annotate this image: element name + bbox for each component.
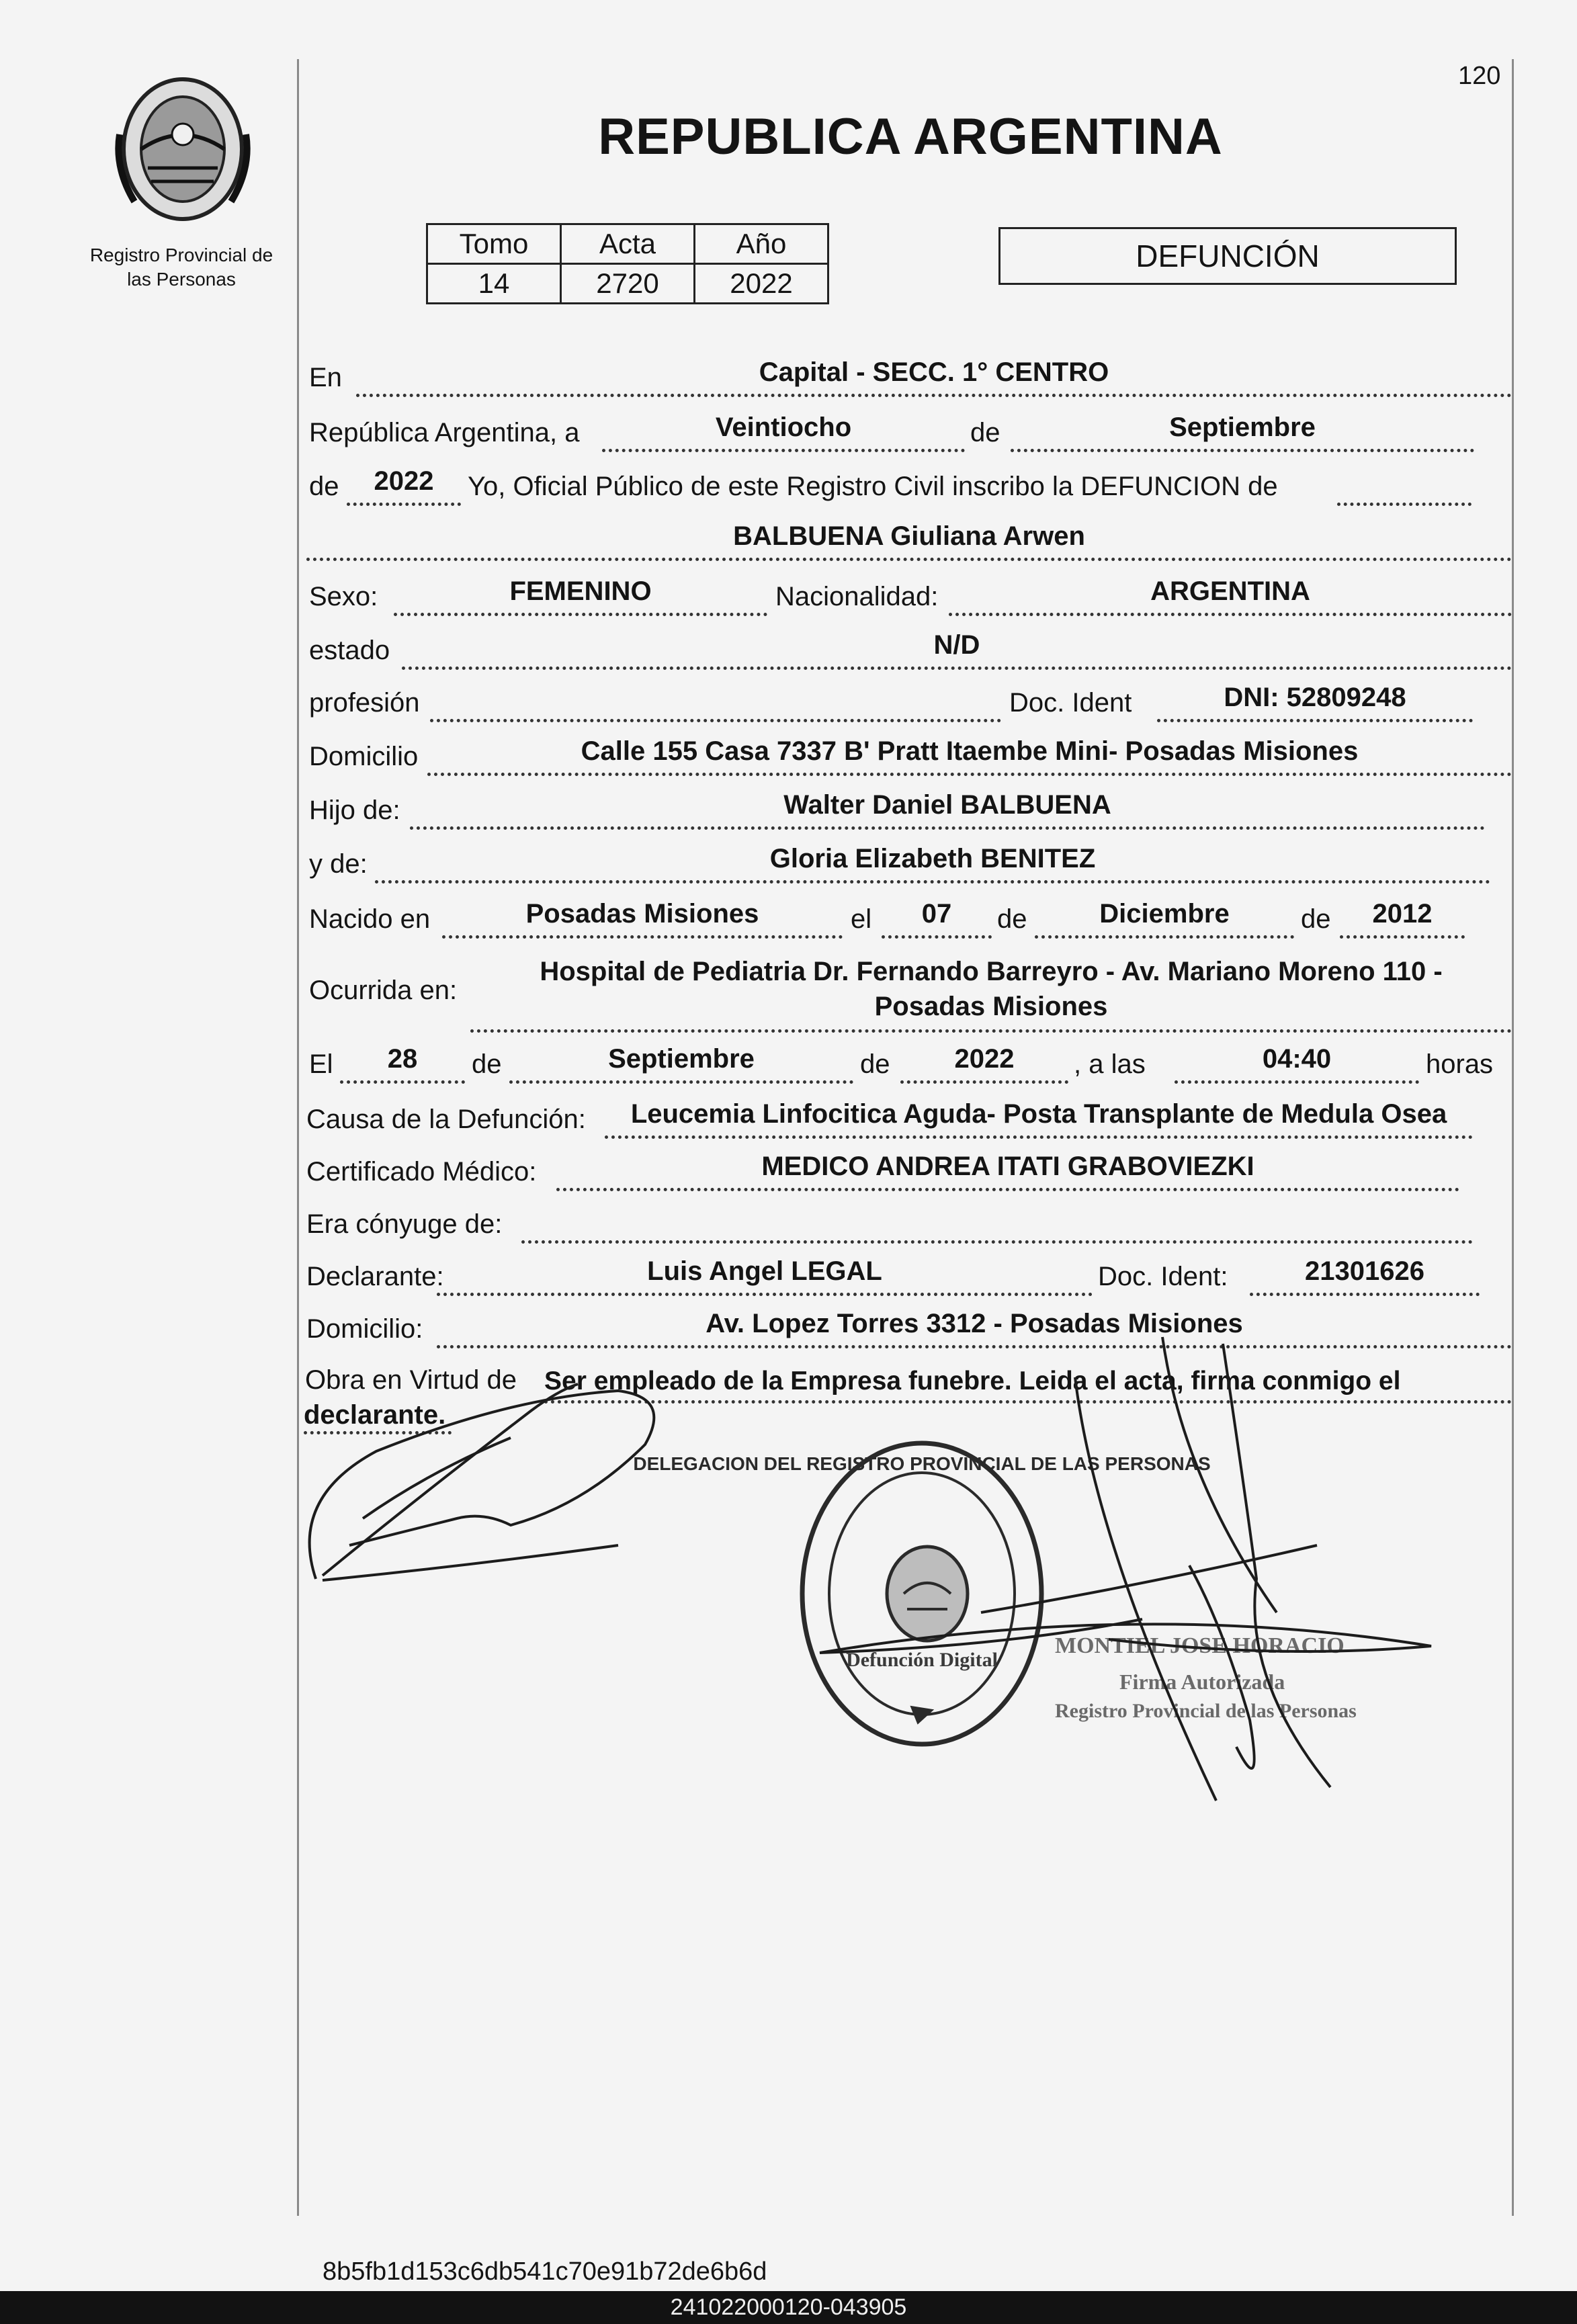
domicilio-declarante-dotted-line — [437, 1345, 1512, 1348]
fecha-day-value: Veintiocho — [715, 413, 852, 442]
fecha-de2-label: de — [309, 472, 339, 501]
signer-role-text: Firma Autorizada — [1119, 1670, 1285, 1694]
profesion-dotted-line — [430, 719, 1001, 722]
fecha-year-dotted-line — [347, 503, 461, 506]
left-margin-line — [297, 59, 299, 2216]
estado-value: N/D — [933, 630, 980, 660]
signer-name-text: MONTIEL JOSE HORACIO — [1055, 1633, 1345, 1658]
fecha-de-label: de — [970, 418, 1000, 447]
domicilio-declarante-label: Domicilio: — [306, 1314, 423, 1344]
fecha-prefix-label: República Argentina, a — [309, 418, 580, 447]
certificado-dotted-line — [556, 1188, 1459, 1191]
certificado-value: MEDICO ANDREA ITATI GRABOVIEZKI — [761, 1152, 1254, 1181]
ocurrida-label: Ocurrida en: — [309, 976, 458, 1005]
register-table-header-row — [427, 224, 828, 264]
en-value: Capital - SECC. 1° CENTRO — [759, 357, 1109, 387]
fallecimiento-year-dotted-line — [900, 1080, 1068, 1084]
fallecimiento-day-value: 28 — [387, 1044, 418, 1074]
y-de-dotted-line — [375, 880, 1490, 884]
misiones-coat-of-arms-icon — [118, 79, 247, 219]
signer-org-text: Registro Provincial de las Personas — [1055, 1700, 1357, 1722]
causa-value: Leucemia Linfocitica Aguda- Posta Transplante de Medula Osea — [630, 1099, 1447, 1129]
fallecimiento-de-label: de — [472, 1049, 502, 1079]
deceased-name-value: BALBUENA Giuliana Arwen — [733, 521, 1085, 551]
nacionalidad-dotted-line — [949, 613, 1512, 616]
fallecimiento-month-value: Septiembre — [608, 1044, 755, 1074]
nacido-year-dotted-line — [1340, 935, 1465, 939]
hijo-de-value: Walter Daniel BALBUENA — [783, 790, 1111, 820]
sexo-label: Sexo: — [309, 582, 378, 611]
fallecimiento-horas-label: horas — [1426, 1049, 1494, 1079]
certificado-label: Certificado Médico: — [306, 1157, 537, 1187]
organization-line-2: las Personas — [127, 269, 236, 290]
nacido-label: Nacido en — [309, 904, 431, 934]
nacido-day-value: 07 — [921, 899, 952, 929]
nacionalidad-value: ARGENTINA — [1150, 576, 1310, 606]
page-number: 120 — [1458, 62, 1501, 90]
organization-name — [67, 243, 296, 292]
domicilio-value: Calle 155 Casa 7337 B' Pratt Itaembe Mini- Posadas Misiones — [581, 736, 1359, 766]
obra-dotted-line — [544, 1400, 1512, 1404]
estado-dotted-line — [402, 666, 1512, 670]
nacido-place-value: Posadas Misiones — [525, 899, 759, 929]
fecha-year-value: 2022 — [374, 466, 434, 496]
obra-value: Ser empleado de la Empresa funebre. Leida el acta, firma conmigo el — [544, 1367, 1401, 1395]
estado-label: estado — [309, 636, 390, 665]
fallecimiento-year-value: 2022 — [954, 1044, 1015, 1074]
nacido-de-label: de — [997, 904, 1027, 934]
doc-ident-label: Doc. Ident — [1009, 688, 1132, 718]
hijo-de-label: Hijo de: — [309, 795, 400, 825]
fecha-month-dotted-line — [1011, 449, 1474, 452]
causa-dotted-line — [605, 1135, 1473, 1139]
organization-line-1: Registro Provincial de — [89, 245, 273, 265]
acta-value: 2720 — [561, 264, 695, 304]
fallecimiento-time-dotted-line — [1175, 1080, 1419, 1084]
official-signature-icon — [820, 1337, 1431, 1801]
nacido-de2-label: de — [1301, 904, 1331, 934]
sexo-value: FEMENINO — [509, 576, 652, 606]
ocurrida-line2-value: Posadas Misiones — [874, 992, 1108, 1021]
fallecimiento-day-dotted-line — [340, 1080, 465, 1084]
nacionalidad-label: Nacionalidad: — [775, 582, 939, 611]
statement-dotted-line — [1337, 503, 1472, 506]
declarante-doc-dotted-line — [1250, 1293, 1480, 1296]
causa-label: Causa de la Defunción: — [306, 1105, 586, 1134]
nacido-place-dotted-line — [442, 935, 843, 939]
declarante-dotted-line — [437, 1293, 1093, 1296]
stamp-inner-text: Defunción Digital — [846, 1649, 998, 1671]
record-type-box: DEFUNCIÓN — [998, 227, 1457, 285]
tomo-header: Tomo — [427, 224, 561, 264]
document-hash: 8b5fb1d153c6db541c70e91b72de6b6d — [323, 2257, 767, 2286]
nacido-month-dotted-line — [1035, 935, 1294, 939]
fallecimiento-time-value: 04:40 — [1262, 1044, 1332, 1074]
stamp-ring-text: DELEGACION DEL REGISTRO PROVINCIAL DE LAS PERSONAS — [633, 1453, 1211, 1474]
declarante-label: Declarante: — [306, 1262, 444, 1291]
en-dotted-line — [356, 394, 1512, 397]
obra-label: Obra en Virtud de — [305, 1365, 517, 1395]
deceased-name-dotted-line — [306, 558, 1512, 561]
hijo-de-dotted-line — [410, 826, 1485, 830]
nacido-month-value: Diciembre — [1099, 899, 1230, 929]
statement-text: Yo, Oficial Público de este Registro Civil inscribo la DEFUNCION de — [468, 472, 1278, 501]
fallecimiento-month-dotted-line — [509, 1080, 853, 1084]
domicilio-dotted-line — [427, 773, 1512, 776]
fecha-day-dotted-line — [602, 449, 965, 452]
fecha-month-value: Septiembre — [1169, 413, 1316, 442]
doc-ident-value: DNI: 52809248 — [1224, 683, 1406, 712]
obra-value-line2: declarante. — [304, 1400, 446, 1430]
register-table-value-row — [427, 264, 828, 304]
conyuge-dotted-line — [521, 1240, 1473, 1244]
nacido-day-dotted-line — [882, 935, 992, 939]
y-de-value: Gloria Elizabeth BENITEZ — [769, 844, 1096, 873]
fallecimiento-a-las-label: , a las — [1074, 1049, 1146, 1079]
fallecimiento-el-label: El — [309, 1049, 333, 1079]
nacido-year-value: 2012 — [1372, 899, 1433, 929]
fallecimiento-de2-label: de — [860, 1049, 890, 1079]
right-margin-line — [1512, 59, 1514, 2216]
anio-header: Año — [695, 224, 828, 264]
ocurrida-line1-value: Hospital de Pediatria Dr. Fernando Barreyro - Av. Mariano Moreno 110 - — [540, 957, 1443, 986]
ocurrida-dotted-line — [470, 1029, 1512, 1033]
profesion-label: profesión — [309, 688, 420, 718]
declarante-value: Luis Angel LEGAL — [647, 1256, 882, 1286]
domicilio-declarante-value: Av. Lopez Torres 3312 - Posadas Misiones — [706, 1309, 1243, 1338]
obra-dotted-line-2 — [304, 1431, 452, 1434]
y-de-label: y de: — [309, 849, 368, 879]
en-label: En — [309, 363, 342, 392]
nacido-el-label: el — [851, 904, 872, 934]
sexo-dotted-line — [394, 613, 767, 616]
domicilio-label: Domicilio — [309, 742, 419, 771]
footer-code-bar: 241022000120-043905 — [0, 2291, 1577, 2324]
page-title: REPUBLICA ARGENTINA — [598, 108, 1223, 165]
conyuge-label: Era cónyuge de: — [306, 1209, 503, 1239]
doc-ident-dotted-line — [1157, 719, 1473, 722]
declarante-doc-value: 21301626 — [1305, 1256, 1424, 1286]
register-table — [426, 223, 829, 304]
anio-value: 2022 — [695, 264, 828, 304]
registry-stamp-icon — [802, 1443, 1041, 1744]
declarante-doc-label: Doc. Ident: — [1098, 1262, 1228, 1291]
acta-header: Acta — [561, 224, 695, 264]
tomo-value: 14 — [427, 264, 561, 304]
